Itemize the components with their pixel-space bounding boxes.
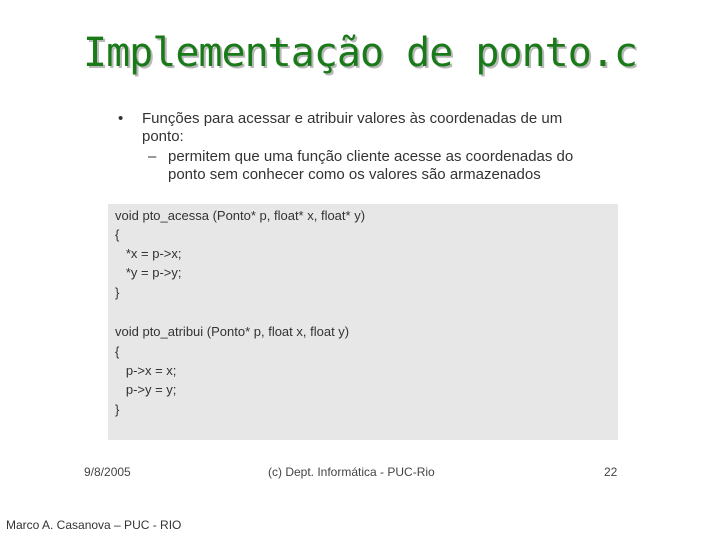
- bullet-dot-icon: •: [118, 110, 124, 127]
- footer-date: 9/8/2005: [84, 465, 131, 479]
- bullet-text: Funções para acessar e atribuir valores às coordenadas de um ponto:: [142, 110, 563, 145]
- code-line: p->x = x;: [115, 363, 177, 378]
- slide-title: Implementação de ponto.c: [83, 30, 637, 76]
- code-line: void pto_atribui (Ponto* p, float x, float y): [115, 324, 350, 339]
- bullet-item: [118, 110, 588, 146]
- code-line: *y = p->y;: [115, 265, 182, 280]
- code-line: }: [115, 402, 120, 417]
- bullet-list: [118, 110, 588, 184]
- dash-icon: –: [148, 148, 157, 165]
- author-credit: Marco A. Casanova – PUC - RIO: [6, 518, 182, 532]
- sub-bullet-text: permitem que uma função cliente acesse as coordenadas do ponto sem conhecer como os valores são armazenados: [168, 148, 574, 183]
- code-line: }: [115, 285, 120, 300]
- code-line: p->y = y;: [115, 382, 177, 397]
- code-line: {: [115, 227, 120, 242]
- code-line: void pto_acessa (Ponto* p, float* x, float* y): [115, 208, 366, 223]
- footer-copyright: (c) Dept. Informática - PUC-Rio: [268, 465, 435, 479]
- sub-bullet-item: [118, 148, 588, 184]
- code-line: {: [115, 344, 120, 359]
- code-line: *x = p->x;: [115, 246, 182, 261]
- page-number: 22: [604, 465, 618, 479]
- code-block: [108, 204, 618, 440]
